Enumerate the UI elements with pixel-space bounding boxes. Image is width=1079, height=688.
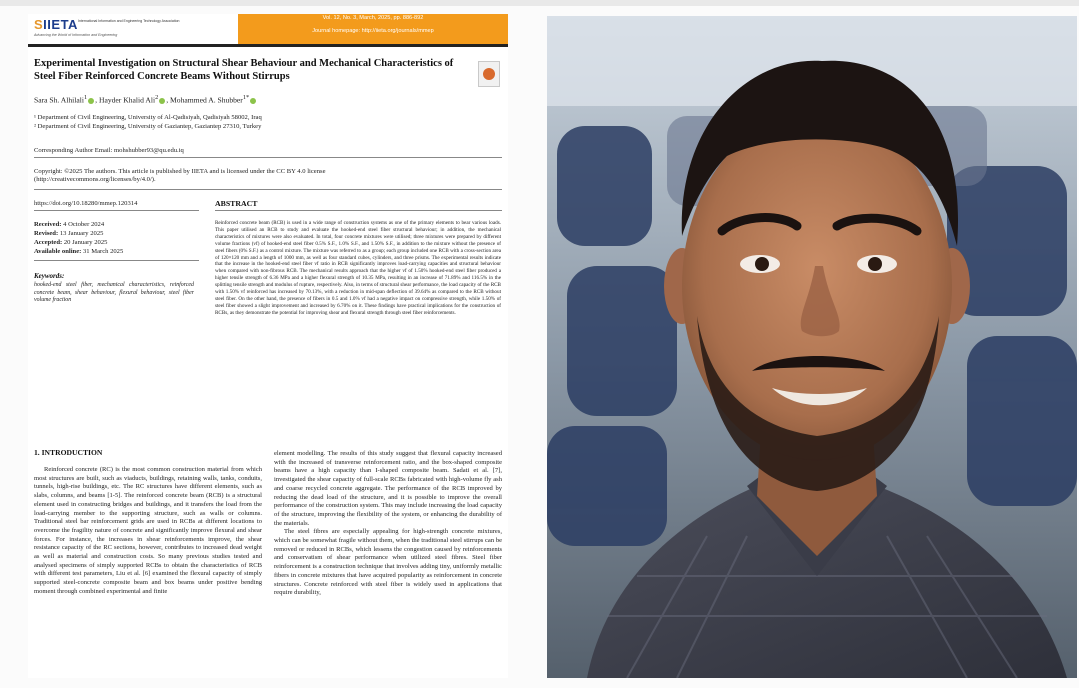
journal-homepage: Journal homepage: http://iieta.org/journals/mmep — [312, 28, 434, 34]
person-portrait-icon — [547, 16, 1077, 678]
portrait-photo — [547, 16, 1077, 678]
divider — [34, 210, 199, 211]
intro-column-right — [274, 450, 502, 598]
orcid-icon — [250, 98, 256, 104]
abstract-heading: ABSTRACT — [215, 199, 258, 208]
abstract-text: Reinforced concrete beam (RCB) is used in a wide range of construction systems as one of the primary elements to bear various loads. This paper utilised an RCB to study and evaluate the hooked-end steel fiber structural behaviour; in addition, the mechanical characteristics of mixtures were also evaluated. In total, four concrete mixtures were utilised; three mixtures were prepared by different volume fractions (vf) of hooked-end steel fiber 0.5% S.F., 1.0% S.F., and 1.50% S.F., in addition to the mixture without the presence of steel fibers (0% S.F.) as a control mixture. The mixture was referred to as a group; each group included one RCB with a cross-section area of 120×120 mm and a length of 1000 mm, as well as four standard cubes, cylinders, and three prisms. The experimental results indicate that the increase in the hooked-end steel fiber vf ratio in RCB significantly improves load-carrying capacities and structural behaviour when compared with non-fibrous RCB. The mechanical results approach that the higher vf of 1.50% hooked-end steel fiber produced a higher tensile strength of 6.36 MPa and a higher flexural strength of 10.35 MPa, resulting in an increase of 71.89% and 116.5% in the splitting tensile strength and modulus of rupture, respectively. Also, in terms of structural shear performance, the load capacity of the RCB with 1.50% vf reinforced has increased by 70.13%, with a reduction in mid-span deflection of 39.64% as compared to the RCB without steel fiber. On the other hand, the presence of fibers in 0.5 and 1.0% vf had a negative impact on compressive strength, while 1.50% of steel fiber showed a slight improvement and increased by 6.70% on it. These findings have practical implications for the construction of RCBs, as they demonstrate the potential for improving shear and flexural strength through steel fiber reinforcements. — [215, 220, 501, 316]
paper-title: Experimental Investigation on Structural Shear Behaviour and Mechanical Characteristics of Steel Fiber Reinforced Concrete Beams Without Stirrups — [34, 58, 454, 82]
orcid-icon — [159, 98, 165, 104]
journal-logo: SIIETA — [34, 17, 78, 32]
section-heading: 1. INTRODUCTION — [34, 448, 103, 457]
journal-logo-tagline: Advancing the World of Information and Engineering — [34, 33, 118, 37]
top-border — [0, 0, 1079, 6]
intro-paragraph: The steel fibres are especially appealing for high-strength concrete mixtures, which can be somewhat fragile without them, when the traditional steel stirrups can be removed or reduced in RCBs, which lessens the congestion caused by reinforcements and conservatism of shear performance when utilized steel fibres. Steel fiber reinforcement is a construction technique that involves adding tiny, uniformly metallic fibers in concrete mixtures that have acquired popularity as reinforcement in concrete structures. Concrete reinforced with steel fiber is widely used in applications that require durability, — [274, 528, 502, 597]
author-name: Sara Sh. Alhilali — [34, 95, 84, 105]
doi-link[interactable]: https://doi.org/10.18280/mmep.120314 — [34, 200, 138, 207]
author-sup: 2 — [155, 94, 159, 101]
divider — [215, 210, 502, 211]
copyright-license-link[interactable]: (http://creativecommons.org/licenses/by/4.0/). — [34, 176, 156, 183]
author-sup: 1 — [84, 94, 88, 101]
copyright-line: Copyright: ©2025 The authors. This article is published by IIETA and is licensed under the CC BY 4.0 license — [34, 168, 326, 175]
header-rule — [28, 44, 508, 47]
author-sup: 1* — [242, 94, 250, 101]
date-received: Received: 4 October 2024 — [34, 221, 105, 228]
volume-line: Vol. 12, No. 3, March, 2025, pp. 886-892 — [322, 15, 424, 21]
journal-header — [28, 14, 508, 44]
check-for-updates-badge — [478, 61, 500, 87]
date-revised: Revised: 13 January 2025 — [34, 230, 104, 237]
affiliation: ² Department of Civil Engineering, University of Gaziantep, Gaziantep 27310, Turkey — [34, 123, 262, 130]
intro-column-left: Reinforced concrete (RC) is the most common construction material from which most structures are built, such as viaducts, buildings, retaining walls, tanks, conduits, tunnels, high-rise buildings, etc. The RC structures have different elements, such as slabs, columns, and beams [1-5]. The reinforced concrete beam (RCB) is a structural element used in constructing bridges and buildings, and it transfers the load from the load-carrying member to the supporting structure, such as walls or columns. Traditional steel bar reinforcement grids are used in RCBs at different locations to overcome the fragility nature of concrete and significantly improve flexural and shear forces. For instance, the increases in shear reinforcements improve, the shear resistance capacity of the RC sections, however, contributes to increased dead weight as well as material and construction costs. So many previous studies tested and analysed specimens of simply supported RCBs to obtain the characteristics of RCB with different test parameters, Liu et al. [6] examined the flexural capacity of simply supported steel-concrete composite beam and box beams under positive bending moment through combined experimental and finite — [34, 466, 262, 595]
divider — [34, 189, 502, 190]
crossmark-icon — [483, 68, 495, 80]
date-online: Available online: 31 March 2025 — [34, 248, 124, 255]
corresponding-author: Corresponding Author Email: mohshubber93@qu.edu.iq — [34, 147, 184, 154]
orcid-icon — [88, 98, 94, 104]
divider — [34, 260, 199, 261]
intro-paragraph: element modelling. The results of this study suggest that flexural capacity increased with the increased of transverse reinforcement ratio, and the box-shaped composite beams have a high capacity than I-shaped composite beam. Sadati et al. [7], investigated the shear capacity of full-scale RCBs fabricated with high-volume fly ash and coarse recycled concrete aggregate. The performance of the RCB improved by reducing the dead load of the structure, and it is possible to improve the overall performance of the construction system. This may include increasing the load capacity of the structure, improving the flexibility of the system, or enhancing the durability of the materials. — [274, 450, 502, 527]
affiliation: ¹ Department of Civil Engineering, University of Al-Qadisiyah, Qadisiyah 58002, Iraq — [34, 114, 262, 121]
divider — [34, 157, 502, 158]
journal-logo-subtitle: International Information and Engineering Technology Association — [78, 19, 180, 23]
date-accepted: Accepted: 20 January 2025 — [34, 239, 108, 246]
paper-first-page — [28, 14, 508, 678]
keywords-text: hooked-end steel fiber, mechanical characteristics, reinforced concrete beam, shear behaviour, flexural behaviour, steel fiber volume fraction — [34, 282, 194, 304]
keywords-heading: Keywords: — [34, 272, 65, 280]
author-name: Hayder Khalid Ali — [98, 95, 156, 105]
author-name: Mohammed A. Shubber — [170, 95, 243, 105]
author-list: Sara Sh. Alhilali$^1$ , Hayder Khalid Ali$^2$ , Mohammed A. Shubber$^{1*}$ — [34, 94, 257, 105]
